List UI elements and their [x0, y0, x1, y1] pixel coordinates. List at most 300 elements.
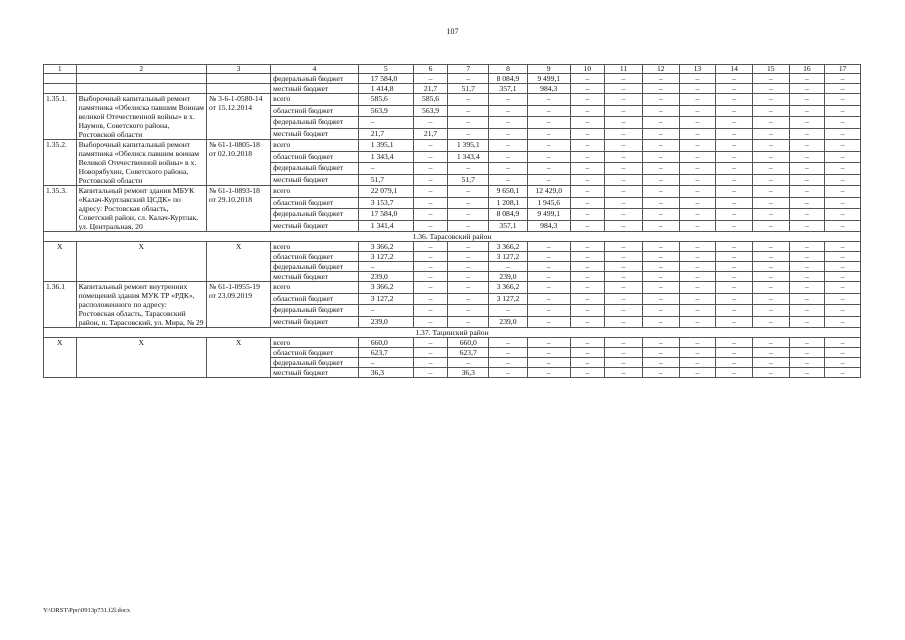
amount-cell: – [448, 186, 489, 198]
amount-cell: – [527, 151, 570, 163]
amount-cell: – [527, 252, 570, 262]
amount-cell: – [716, 282, 753, 294]
amount-cell: – [752, 117, 789, 129]
amount-cell: 984,3 [527, 84, 570, 94]
amount-cell: – [413, 220, 448, 232]
amount-cell: – [825, 94, 861, 106]
amount-cell: 1 341,4 [358, 220, 413, 232]
column-number: 2 [76, 65, 206, 74]
column-number: 15 [752, 65, 789, 74]
amount-cell: – [825, 74, 861, 84]
amount-cell: – [679, 368, 716, 378]
amount-cell: – [570, 105, 605, 117]
amount-cell: – [789, 348, 825, 358]
amount-cell: – [789, 242, 825, 252]
amount-cell: – [570, 316, 605, 328]
amount-cell: 3 366,2 [489, 282, 528, 294]
amount-cell: – [413, 338, 448, 348]
amount-cell: 660,0 [448, 338, 489, 348]
amount-cell: – [570, 140, 605, 152]
amount-cell: – [679, 151, 716, 163]
amount-cell: – [605, 252, 643, 262]
amount-cell: – [825, 84, 861, 94]
amount-cell: – [570, 338, 605, 348]
amount-cell: – [605, 94, 643, 106]
amount-cell: 239,0 [358, 316, 413, 328]
amount-cell: – [448, 74, 489, 84]
amount-cell: – [413, 293, 448, 305]
amount-cell: – [448, 358, 489, 368]
amount-cell: 8 084,9 [489, 209, 528, 221]
amount-cell: 984,3 [527, 220, 570, 232]
column-number: 6 [413, 65, 448, 74]
expertise-conclusion: № 61-1-0955-19 от 23.09.2019 [206, 282, 270, 328]
amount-cell: – [527, 348, 570, 358]
footer-file-path: Y:\ORST\Ppo\0913p731.f2l.docx [43, 607, 131, 614]
amount-cell: – [605, 220, 643, 232]
amount-cell: – [752, 305, 789, 317]
amount-cell: – [789, 305, 825, 317]
amount-cell: – [489, 348, 528, 358]
column-number: 17 [825, 65, 861, 74]
amount-cell: – [489, 358, 528, 368]
amount-cell: – [752, 84, 789, 94]
amount-cell: – [752, 293, 789, 305]
amount-cell: 239,0 [358, 272, 413, 282]
amount-cell: 1 414,8 [358, 84, 413, 94]
amount-cell: – [570, 117, 605, 129]
amount-cell: – [605, 117, 643, 129]
amount-cell: – [448, 282, 489, 294]
amount-cell: – [605, 282, 643, 294]
amount-cell: – [570, 209, 605, 221]
amount-cell: – [448, 163, 489, 175]
amount-cell: – [789, 163, 825, 175]
amount-cell: 3 366,2 [358, 242, 413, 252]
amount-cell: 3 153,7 [358, 197, 413, 209]
amount-cell: – [716, 84, 753, 94]
amount-cell: – [527, 163, 570, 175]
amount-cell: – [448, 293, 489, 305]
amount-cell: 36,3 [448, 368, 489, 378]
amount-cell: – [642, 252, 679, 262]
expertise-conclusion [206, 74, 270, 84]
amount-cell: – [679, 282, 716, 294]
amount-cell: 3 127,2 [358, 293, 413, 305]
amount-cell: – [570, 74, 605, 84]
amount-cell: – [570, 242, 605, 252]
amount-cell: – [642, 368, 679, 378]
amount-cell: – [825, 105, 861, 117]
amount-cell: – [825, 140, 861, 152]
amount-cell: – [679, 94, 716, 106]
funding-source: всего [271, 94, 359, 106]
funding-source: областной бюджет [271, 105, 359, 117]
amount-cell: – [642, 128, 679, 140]
funding-source: федеральный бюджет [271, 117, 359, 129]
amount-cell: – [752, 368, 789, 378]
amount-cell: – [716, 338, 753, 348]
amount-cell: – [789, 140, 825, 152]
funding-source: федеральный бюджет [271, 74, 359, 84]
amount-cell: – [825, 117, 861, 129]
amount-cell: – [679, 117, 716, 129]
object-name [76, 84, 206, 94]
amount-cell: – [679, 242, 716, 252]
column-number: 7 [448, 65, 489, 74]
amount-cell: – [642, 174, 679, 186]
amount-cell: – [570, 368, 605, 378]
expertise-conclusion: X [206, 242, 270, 282]
amount-cell: – [413, 163, 448, 175]
amount-cell: – [570, 163, 605, 175]
amount-cell: – [413, 348, 448, 358]
amount-cell: – [605, 186, 643, 198]
table-row [44, 74, 861, 84]
funding-source: всего [271, 282, 359, 294]
amount-cell: – [679, 174, 716, 186]
amount-cell: – [605, 174, 643, 186]
amount-cell: – [448, 117, 489, 129]
amount-cell: – [825, 368, 861, 378]
amount-cell: – [679, 272, 716, 282]
amount-cell: – [605, 163, 643, 175]
amount-cell: – [642, 348, 679, 358]
amount-cell: – [679, 316, 716, 328]
amount-cell: 1 343,4 [358, 151, 413, 163]
expertise-conclusion: № 61-1-0805-18 от 02.10.2018 [206, 140, 270, 186]
table-row [44, 338, 861, 348]
amount-cell: – [716, 186, 753, 198]
item-number [44, 84, 77, 94]
amount-cell: – [570, 252, 605, 262]
amount-cell: – [789, 151, 825, 163]
funding-source: местный бюджет [271, 128, 359, 140]
amount-cell: – [605, 348, 643, 358]
amount-cell: – [413, 282, 448, 294]
column-number: 4 [271, 65, 359, 74]
amount-cell: – [489, 94, 528, 106]
amount-cell: 22 079,1 [358, 186, 413, 198]
funding-source: областной бюджет [271, 293, 359, 305]
amount-cell: – [789, 220, 825, 232]
amount-cell: – [489, 174, 528, 186]
amount-cell: 585,6 [413, 94, 448, 106]
object-name: Выборочный капитальный ремонт памятника «Обелиск павшим воинам Великой Отечественной войны» в х. Новорябухин, Советского района, Ростовской области [76, 140, 206, 186]
amount-cell: – [679, 74, 716, 84]
amount-cell: – [825, 186, 861, 198]
amount-cell: – [789, 272, 825, 282]
amount-cell: 17 584,0 [358, 74, 413, 84]
amount-cell: – [605, 293, 643, 305]
amount-cell: – [752, 94, 789, 106]
funding-source: областной бюджет [271, 197, 359, 209]
amount-cell: – [358, 117, 413, 129]
amount-cell: – [679, 105, 716, 117]
amount-cell: – [716, 358, 753, 368]
amount-cell: – [825, 272, 861, 282]
amount-cell: – [570, 94, 605, 106]
amount-cell: – [413, 151, 448, 163]
amount-cell: – [448, 262, 489, 272]
funding-source: областной бюджет [271, 151, 359, 163]
amount-cell: – [642, 209, 679, 221]
amount-cell: – [413, 209, 448, 221]
amount-cell: 563,9 [413, 105, 448, 117]
amount-cell: – [642, 74, 679, 84]
amount-cell: – [825, 316, 861, 328]
amount-cell: 9 650,1 [489, 186, 528, 198]
amount-cell: – [789, 117, 825, 129]
amount-cell: – [489, 163, 528, 175]
funding-source: областной бюджет [271, 348, 359, 358]
amount-cell: – [642, 186, 679, 198]
column-number: 11 [605, 65, 643, 74]
amount-cell: – [825, 197, 861, 209]
amount-cell: – [642, 293, 679, 305]
amount-cell: – [605, 105, 643, 117]
amount-cell: – [642, 272, 679, 282]
amount-cell: – [752, 242, 789, 252]
amount-cell: – [489, 151, 528, 163]
table-row [44, 84, 861, 94]
amount-cell: – [679, 186, 716, 198]
amount-cell: – [570, 305, 605, 317]
amount-cell: – [789, 74, 825, 84]
amount-cell: – [489, 338, 528, 348]
amount-cell: – [752, 163, 789, 175]
amount-cell: – [605, 84, 643, 94]
amount-cell: – [527, 105, 570, 117]
amount-cell: – [489, 305, 528, 317]
amount-cell: 17 584,0 [358, 209, 413, 221]
amount-cell: – [752, 140, 789, 152]
column-number: 1 [44, 65, 77, 74]
amount-cell: – [605, 151, 643, 163]
funding-source: федеральный бюджет [271, 358, 359, 368]
amount-cell: – [527, 358, 570, 368]
object-name: Выборочный капитальный ремонт памятника «Обелиска павшим Воинам великой Отечественной войны» в х. Наумов, Советского района, Ростовской области [76, 94, 206, 140]
amount-cell: – [358, 262, 413, 272]
object-name [76, 74, 206, 84]
amount-cell: – [642, 316, 679, 328]
amount-cell: – [413, 117, 448, 129]
amount-cell: – [752, 358, 789, 368]
amount-cell: 21,7 [358, 128, 413, 140]
amount-cell: – [679, 338, 716, 348]
amount-cell: – [605, 140, 643, 152]
amount-cell: – [413, 242, 448, 252]
amount-cell: 12 429,0 [527, 186, 570, 198]
amount-cell: 1 395,1 [448, 140, 489, 152]
amount-cell: 51,7 [448, 84, 489, 94]
amount-cell: – [716, 348, 753, 358]
amount-cell: 1 945,6 [527, 197, 570, 209]
amount-cell: – [358, 305, 413, 317]
budget-table [43, 64, 861, 378]
amount-cell: – [716, 163, 753, 175]
page-number: 107 [446, 27, 459, 36]
amount-cell: – [716, 128, 753, 140]
amount-cell: – [527, 316, 570, 328]
amount-cell: – [752, 316, 789, 328]
amount-cell: – [413, 358, 448, 368]
amount-cell: 36,3 [358, 368, 413, 378]
column-number: 8 [489, 65, 528, 74]
column-number: 9 [527, 65, 570, 74]
section-heading-row [44, 232, 861, 242]
amount-cell: – [642, 305, 679, 317]
amount-cell: – [789, 94, 825, 106]
funding-source: местный бюджет [271, 174, 359, 186]
amount-cell: – [642, 140, 679, 152]
amount-cell: – [413, 252, 448, 262]
amount-cell: 585,6 [358, 94, 413, 106]
amount-cell: – [716, 316, 753, 328]
amount-cell: – [605, 262, 643, 272]
amount-cell: – [679, 209, 716, 221]
column-number: 3 [206, 65, 270, 74]
amount-cell: – [825, 151, 861, 163]
amount-cell: – [413, 305, 448, 317]
amount-cell: 357,1 [489, 84, 528, 94]
amount-cell: – [642, 117, 679, 129]
item-number: 1.36.1 [44, 282, 77, 328]
amount-cell: 8 084,9 [489, 74, 528, 84]
amount-cell: – [605, 197, 643, 209]
amount-cell: – [789, 338, 825, 348]
amount-cell: – [570, 128, 605, 140]
amount-cell: – [752, 128, 789, 140]
amount-cell: – [642, 84, 679, 94]
amount-cell: – [448, 105, 489, 117]
amount-cell: – [716, 305, 753, 317]
funding-source: местный бюджет [271, 316, 359, 328]
expertise-conclusion [206, 84, 270, 94]
table-row [44, 242, 861, 252]
amount-cell: – [642, 358, 679, 368]
amount-cell: – [605, 242, 643, 252]
amount-cell: – [489, 262, 528, 272]
amount-cell: – [570, 186, 605, 198]
amount-cell: – [489, 128, 528, 140]
amount-cell: – [570, 220, 605, 232]
amount-cell: – [716, 94, 753, 106]
object-name: X [76, 338, 206, 378]
amount-cell: – [752, 252, 789, 262]
amount-cell: 3 127,2 [358, 252, 413, 262]
amount-cell: 3 366,2 [358, 282, 413, 294]
section-heading-row [44, 328, 861, 338]
column-number: 13 [679, 65, 716, 74]
amount-cell: – [570, 293, 605, 305]
amount-cell: – [605, 272, 643, 282]
amount-cell: – [642, 163, 679, 175]
amount-cell: – [716, 140, 753, 152]
amount-cell: 623,7 [358, 348, 413, 358]
amount-cell: – [789, 105, 825, 117]
amount-cell: – [642, 151, 679, 163]
amount-cell: – [413, 186, 448, 198]
amount-cell: – [448, 197, 489, 209]
amount-cell: – [789, 368, 825, 378]
amount-cell: 563,9 [358, 105, 413, 117]
amount-cell: – [527, 128, 570, 140]
amount-cell: – [448, 252, 489, 262]
amount-cell: – [716, 74, 753, 84]
amount-cell: – [825, 293, 861, 305]
amount-cell: – [679, 293, 716, 305]
funding-source: федеральный бюджет [271, 209, 359, 221]
amount-cell: – [789, 128, 825, 140]
amount-cell: – [605, 74, 643, 84]
object-name: Капитальный ремонт внутренних помещений здания МУК ТР «РДК», расположенного по адресу: Ростовская область, Тарасовский район, п. Тарасовский, ул. Мира, № 29 [76, 282, 206, 328]
funding-source: местный бюджет [271, 84, 359, 94]
amount-cell: 239,0 [489, 316, 528, 328]
amount-cell: – [752, 348, 789, 358]
table-row [44, 94, 861, 106]
amount-cell: – [752, 174, 789, 186]
expertise-conclusion: X [206, 338, 270, 378]
funding-source: федеральный бюджет [271, 305, 359, 317]
amount-cell: – [413, 368, 448, 378]
amount-cell: – [413, 262, 448, 272]
funding-source: всего [271, 338, 359, 348]
amount-cell: – [825, 209, 861, 221]
amount-cell: – [825, 220, 861, 232]
item-number: 1.35.2. [44, 140, 77, 186]
amount-cell: – [489, 140, 528, 152]
amount-cell: 660,0 [358, 338, 413, 348]
table-row [44, 186, 861, 198]
amount-cell: – [448, 272, 489, 282]
amount-cell: – [752, 262, 789, 272]
amount-cell: – [825, 305, 861, 317]
amount-cell: 1 395,1 [358, 140, 413, 152]
amount-cell: – [413, 140, 448, 152]
amount-cell: 21,7 [413, 84, 448, 94]
item-number [44, 74, 77, 84]
amount-cell: – [789, 209, 825, 221]
amount-cell: 239,0 [489, 272, 528, 282]
amount-cell: – [789, 174, 825, 186]
amount-cell: – [752, 209, 789, 221]
amount-cell: – [527, 338, 570, 348]
column-number: 5 [358, 65, 413, 74]
amount-cell: – [679, 252, 716, 262]
amount-cell: 3 127,2 [489, 252, 528, 262]
amount-cell: – [789, 262, 825, 272]
amount-cell: – [679, 305, 716, 317]
section-title: 1.36. Тарасовский район [44, 232, 861, 242]
amount-cell: – [570, 174, 605, 186]
amount-cell: – [679, 348, 716, 358]
expertise-conclusion: № 3-6-1-0580-14 от 15.12.2014 [206, 94, 270, 140]
amount-cell: – [527, 272, 570, 282]
amount-cell: – [752, 282, 789, 294]
amount-cell: 9 499,1 [527, 74, 570, 84]
amount-cell: – [825, 358, 861, 368]
funding-source: всего [271, 186, 359, 198]
amount-cell: – [448, 94, 489, 106]
amount-cell: – [570, 262, 605, 272]
amount-cell: – [716, 197, 753, 209]
amount-cell: – [679, 128, 716, 140]
amount-cell: – [448, 242, 489, 252]
amount-cell: – [825, 252, 861, 262]
amount-cell: – [716, 220, 753, 232]
funding-source: всего [271, 140, 359, 152]
